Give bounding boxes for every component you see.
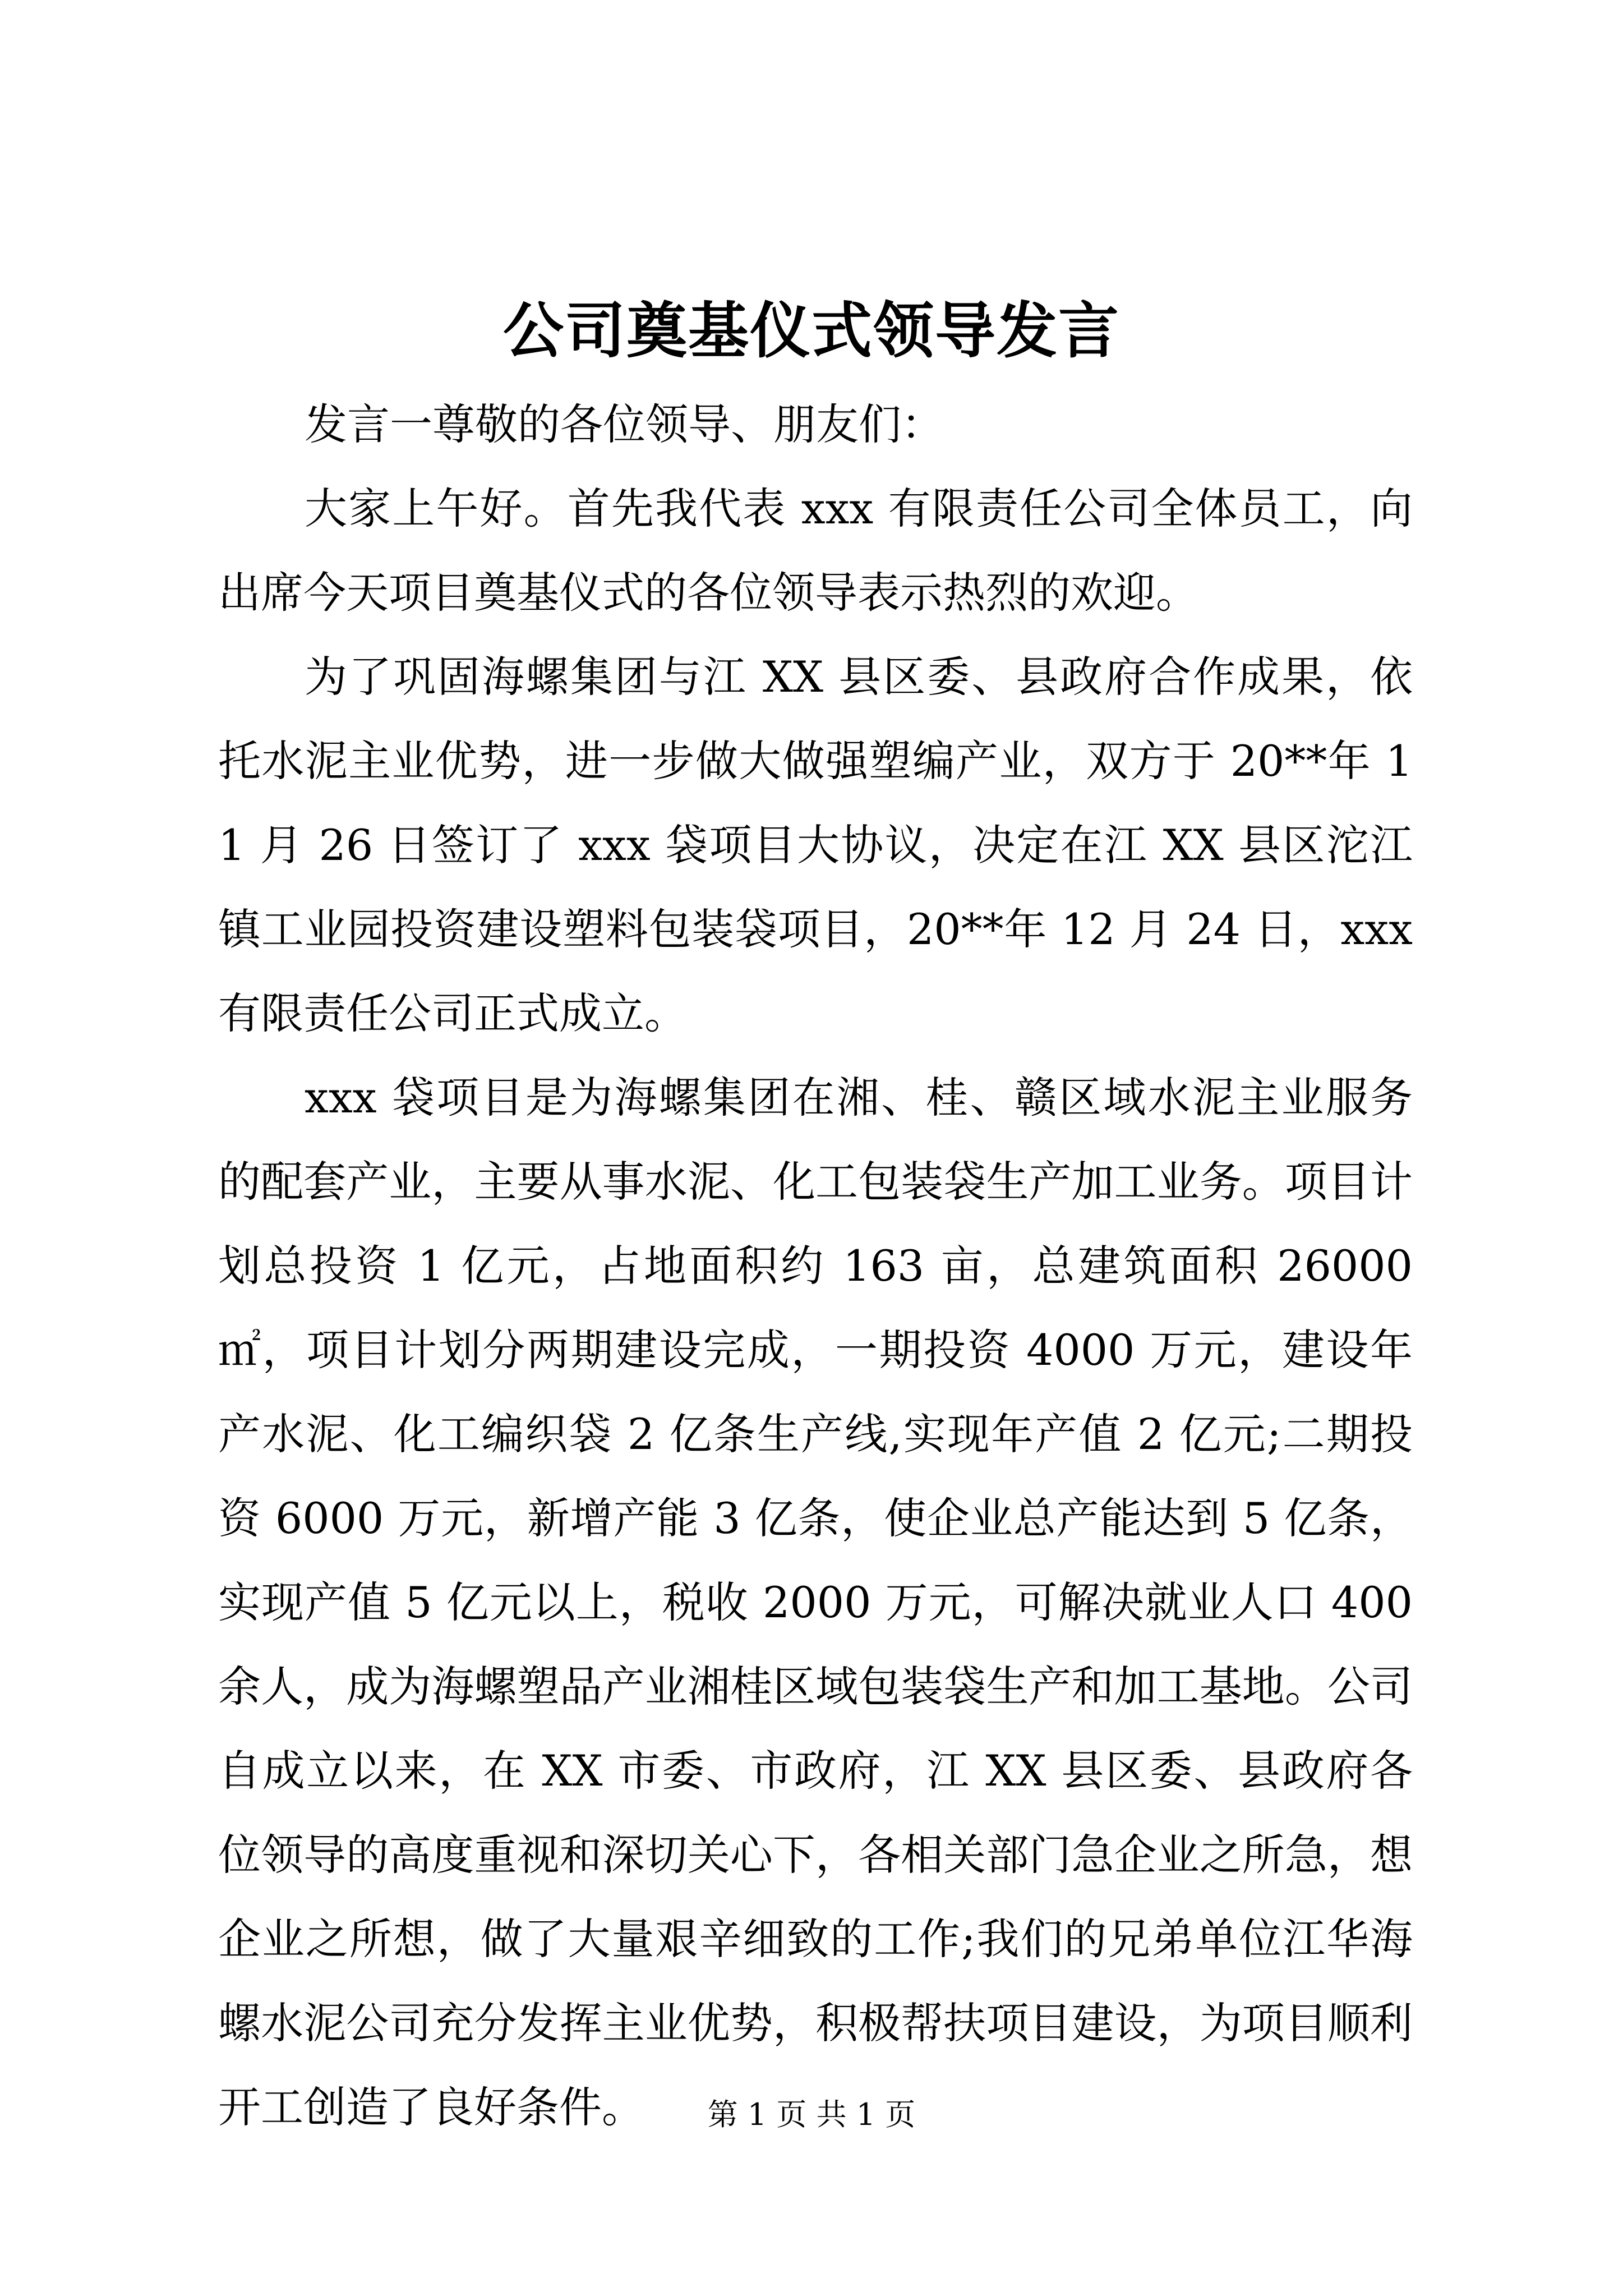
document-body	[218, 383, 1413, 2150]
paragraph-welcome: 大家上午好。首先我代表 xxx 有限责任公司全体员工，向出席今天项目奠基仪式的各位领导表示热烈的欢迎。	[218, 484, 1413, 618]
page-footer: 第 1 页 共 1 页	[707, 2097, 916, 2132]
paragraph-agreement: 为了巩固海螺集团与江 XX 县区委、县政府合作成果，依托水泥主业优势，进一步做大做强塑编产业，双方于 20**年 11 月 26 日签订了 xxx 袋项目大协议，决定在江 XX 县区沱江镇工业园投资建设塑料包装袋项目，20**年 12 月 24 日，xxx 有限责任公司正式成立。	[218, 652, 1413, 1038]
document-title: 公司奠基仪式领导发言	[502, 296, 1120, 366]
paragraph-salutation: 发言一尊敬的各位领导、朋友们：	[305, 399, 944, 449]
paragraph-project-details: xxx 袋项目是为海螺集团在湘、桂、赣区域水泥主业服务的配套产业，主要从事水泥、化工包装袋生产加工业务。项目计划总投资 1 亿元，占地面积约 163 亩，总建筑面积 26000㎡，项目计划分两期建设完成，一期投资 4000 万元，建设年产水泥、化工编织袋 2 亿条生产线,实现年产值 2 亿元;二期投资 6000 万元，新增产能 3 亿条，使企业总产能达到 5 亿条，实现产值 5 亿元以上，税收 2000 万元，可解决就业人口 400 余人，成为海螺塑品产业湘桂区域包装袋生产和加工基地。公司自成立以来，在 XX 市委、市政府，江 XX 县区委、县政府各位领导的高度重视和深切关心下，各相关部门急企业之所急，想企业之所想，做了大量艰辛细致的工作;我们的兄弟单位江华海螺水泥公司充分发挥主业优势，积极帮扶项目建设，为项目顺利开工创造了良好条件。	[218, 1073, 1413, 2132]
